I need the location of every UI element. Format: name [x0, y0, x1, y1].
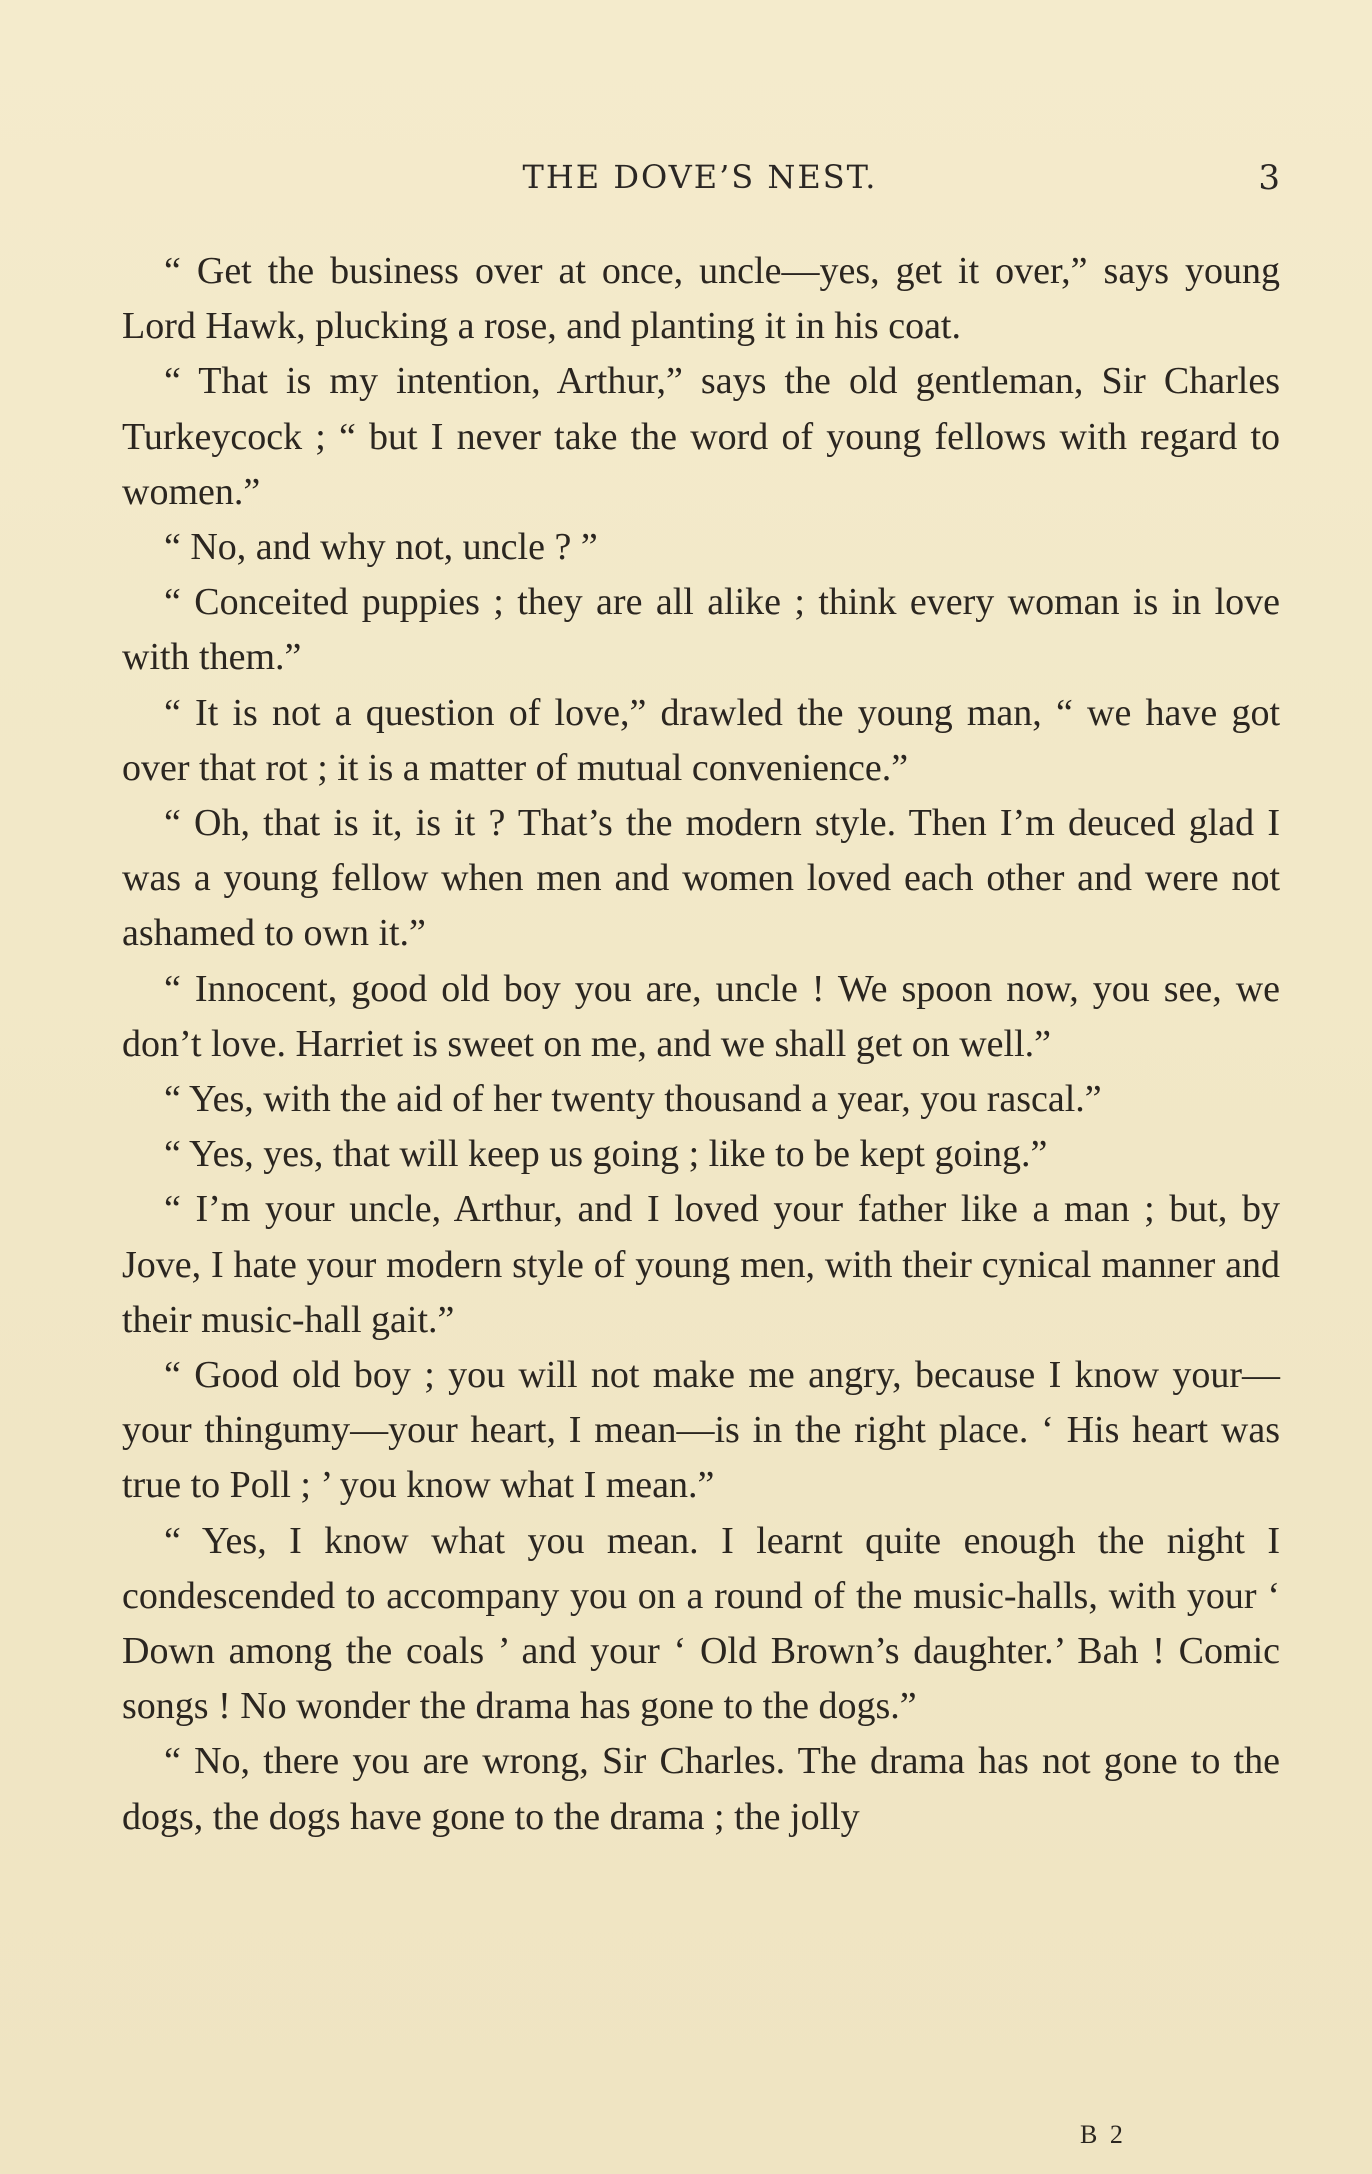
paragraph: “ Yes, with the aid of her twenty thousand a year, you rascal.”	[164, 1078, 1102, 1121]
signature-mark: B 2	[1080, 2120, 1126, 2149]
page-number: 3	[1258, 158, 1280, 198]
running-head	[120, 158, 1280, 208]
paragraph: “ It is not a question of love,” drawled the young man, “ we have got over that rot ; it is a matter of mutual convenience.”	[122, 691, 1280, 789]
paragraph: “ No, there you are wrong, Sir Charles. The drama has not gone to the dogs, the dogs have gone to the drama ; the jolly	[122, 1740, 1280, 1838]
paragraph: “ Yes, I know what you mean. I learnt quite enough the night I condescended to accompany you on a round of the music-halls, with your ‘ Down among the coals ’ and your ‘ Old Brown’s daughter.’ Bah ! Comic songs ! No wonder the drama has gone to the dogs.”	[122, 1519, 1280, 1728]
paragraph: “ Good old boy ; you will not make me angry, because I know your—your thingumy—your heart, I mean—is in the right place. ‘ His heart was true to Poll ; ’ you know what I mean.”	[122, 1354, 1280, 1507]
paragraph: “ That is my intention, Arthur,” says the old gentleman, Sir Charles Turkeycock ; “ but I never take the word of young fellows with regard to women.”	[122, 360, 1280, 513]
paragraph: “ Get the business over at once, uncle—yes, get it over,” says young Lord Hawk, plucking a rose, and planting it in his coat.	[122, 250, 1280, 348]
running-title: THE DOVE’S NEST.	[522, 158, 878, 196]
paragraph: “ No, and why not, uncle ? ”	[164, 526, 598, 569]
paragraph: “ Conceited puppies ; they are all alike ; think every woman is in love with them.”	[122, 581, 1280, 679]
paragraph: “ I’m your uncle, Arthur, and I loved your father like a man ; but, by Jove, I hate your modern style of young men, with their cynical manner and their music-hall gait.”	[122, 1188, 1280, 1341]
paragraph: “ Oh, that is it, is it ? That’s the modern style. Then I’m deuced glad I was a young fellow when men and women loved each other and were not ashamed to own it.”	[122, 802, 1280, 955]
paragraph: “ Yes, yes, that will keep us going ; like to be kept going.”	[164, 1133, 1048, 1176]
body-text	[122, 244, 1280, 1845]
paragraph: “ Innocent, good old boy you are, uncle ! We spoon now, you see, we don’t love. Harriet is sweet on me, and we shall get on well.”	[122, 967, 1280, 1065]
